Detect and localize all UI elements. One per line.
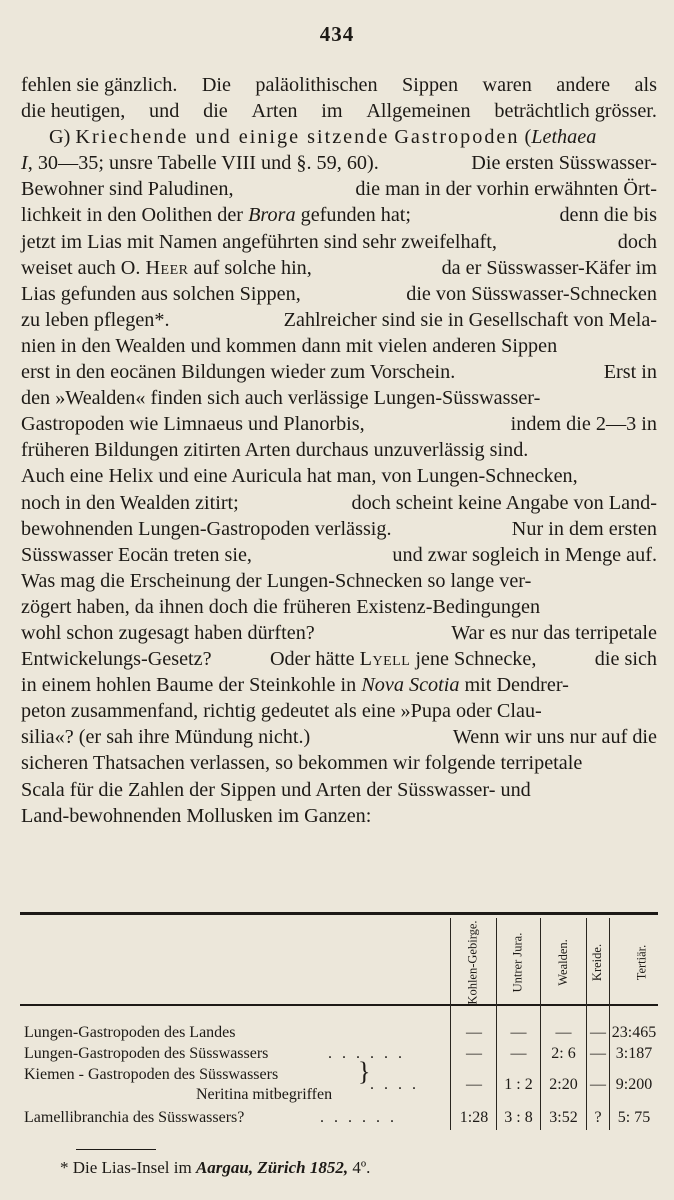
text-segment: doch bbox=[617, 230, 657, 253]
text-segment: als bbox=[634, 74, 657, 96]
cell: 2: 6 bbox=[551, 1045, 576, 1062]
column-header-tertiaer: Tertiär. bbox=[634, 944, 649, 980]
column-header-wealden: Wealden. bbox=[555, 938, 570, 986]
text-segment: Sippen bbox=[402, 74, 459, 96]
text-line bbox=[21, 646, 657, 672]
text-line bbox=[21, 281, 657, 307]
column-header-kreide: Kreide. bbox=[590, 943, 605, 981]
text-line bbox=[21, 385, 657, 411]
text-line bbox=[21, 98, 657, 124]
text-segment: Allgemeinen bbox=[366, 100, 471, 123]
text-line bbox=[21, 333, 657, 359]
text-line bbox=[21, 150, 657, 176]
row-label: Lamellibranchia des Süsswassers? bbox=[24, 1109, 245, 1126]
cell: — bbox=[510, 1024, 527, 1041]
text-segment: Land-bewohnenden Mollusken im Ganzen: bbox=[21, 804, 372, 827]
text-segment: peton zusammenfand, richtig gedeutet als eine »Pupa oder Clau- bbox=[21, 700, 542, 723]
cell: 2:20 bbox=[549, 1076, 578, 1093]
table-row: Lamellibranchia des Süsswassers? . . . . . . 1:28 3 : 8 3:52 ? 5: 75 bbox=[20, 1109, 658, 1129]
text-line bbox=[21, 516, 657, 542]
text-segment: die von Süsswasser-Schnecken bbox=[406, 282, 657, 305]
cell: — bbox=[590, 1076, 606, 1093]
text-line bbox=[21, 594, 657, 620]
text-segment: paläolithischen bbox=[255, 74, 378, 96]
text-line bbox=[21, 803, 657, 829]
text-segment: Erst in bbox=[603, 361, 657, 384]
text-line bbox=[21, 542, 657, 568]
text-line bbox=[21, 202, 657, 228]
text-segment: Die ersten Süsswasser- bbox=[471, 152, 657, 175]
text-line bbox=[21, 568, 657, 594]
text-segment: andere bbox=[556, 74, 611, 96]
text-segment: G) Kriechende und einige sitzende Gastropoden (Lethaea bbox=[49, 126, 597, 149]
text-segment: War es nur das terripetale bbox=[451, 621, 657, 644]
cell: 3:52 bbox=[549, 1109, 578, 1126]
cell: — bbox=[466, 1045, 482, 1062]
text-line bbox=[21, 307, 657, 333]
page-number: 434 bbox=[319, 22, 355, 46]
text-segment: denn die bis bbox=[559, 204, 657, 227]
table-row: Kiemen - Gastropoden des Süsswassers } . . . . — 1 : 2 2:20 — 9:200 bbox=[20, 1066, 658, 1086]
table-row bbox=[20, 1024, 658, 1044]
text-line bbox=[21, 229, 657, 255]
cell: — bbox=[590, 1045, 606, 1062]
column-header-kohlen: Kohlen-Gebirge. bbox=[465, 919, 480, 1005]
cell: — bbox=[555, 1024, 572, 1041]
brace: } bbox=[358, 1057, 371, 1086]
text-segment: Was mag die Erscheinung der Lungen-Schnecken so lange ver- bbox=[21, 569, 532, 592]
text-segment: waren bbox=[482, 74, 532, 96]
text-segment: Gastropoden wie Limnaeus und Planorbis, bbox=[21, 413, 365, 436]
text-line bbox=[21, 411, 657, 437]
cell: 3 : 8 bbox=[504, 1109, 533, 1126]
text-segment: früheren Bildungen zitirten Arten durchaus unzuverlässig sind. bbox=[21, 439, 529, 462]
text-segment: die man in der vorhin erwähnten Ört- bbox=[355, 178, 657, 201]
text-segment: bewohnenden Lungen-Gastropoden verlässig. bbox=[21, 517, 392, 540]
row-label: Kiemen - Gastropoden des Süsswassers bbox=[24, 1066, 279, 1083]
table-header-rule bbox=[20, 1004, 658, 1006]
cell: — bbox=[590, 1024, 606, 1041]
text-line bbox=[21, 620, 657, 646]
cell: — bbox=[510, 1045, 527, 1062]
row-label: Neritina mitbegriffen bbox=[196, 1086, 333, 1103]
text-segment: den »Wealden« finden sich auch verlässige Lungen-Süsswasser- bbox=[21, 387, 541, 410]
cell: — bbox=[466, 1024, 482, 1041]
cell: 3:187 bbox=[615, 1045, 653, 1062]
text-segment: in einem hohlen Baume der Steinkohle in Nova Scotia mit Dendrer- bbox=[21, 674, 569, 697]
footnote: * Die Lias-Insel im Aargau, Zürich 1852, 4º. bbox=[60, 1158, 371, 1177]
text-segment: Nur in dem ersten bbox=[511, 517, 657, 540]
row-label: Lungen-Gastropoden des Landes bbox=[24, 1024, 236, 1041]
text-line bbox=[21, 672, 657, 698]
text-segment: beträchtlich grösser. bbox=[494, 100, 657, 123]
text-segment: die sich bbox=[594, 648, 657, 671]
text-segment: silia«? (er sah ihre Mündung nicht.) bbox=[21, 726, 311, 749]
text-line bbox=[21, 255, 657, 281]
text-segment: Lias gefunden aus solchen Sippen, bbox=[21, 282, 301, 305]
text-line bbox=[21, 698, 657, 724]
text-line bbox=[21, 750, 657, 776]
text-segment: lichkeit in den Oolithen der Brora gefunden hat; bbox=[21, 204, 412, 227]
text-line bbox=[21, 437, 657, 463]
text-line bbox=[21, 72, 657, 98]
footnote-rule bbox=[76, 1149, 156, 1150]
column-header-jura: Untrer Jura. bbox=[510, 932, 525, 992]
text-line bbox=[21, 724, 657, 750]
text-segment: und zwar sogleich in Menge auf. bbox=[392, 543, 657, 566]
text-segment: jetzt im Lias mit Namen angeführten sind sehr zweifelhaft, bbox=[21, 230, 497, 253]
text-segment: da er Süsswasser-Käfer im bbox=[441, 256, 657, 279]
table-top-rule bbox=[20, 912, 658, 915]
text-line bbox=[21, 463, 657, 489]
text-segment: Die bbox=[201, 74, 231, 96]
cell: 23:465 bbox=[611, 1024, 657, 1041]
text-segment: Auch eine Helix und eine Auricula hat man, von Lungen-Schnecken, bbox=[21, 465, 578, 488]
text-segment: Oder hätte Lyell jene Schnecke, bbox=[269, 648, 537, 671]
text-segment: Zahlreicher sind sie in Gesellschaft von Mela- bbox=[283, 308, 657, 331]
cell: 1:28 bbox=[459, 1109, 489, 1126]
cell: ? bbox=[594, 1109, 602, 1126]
text-line bbox=[21, 490, 657, 516]
cell: — bbox=[466, 1076, 482, 1093]
row-label: Lungen-Gastropoden des Süsswassers bbox=[24, 1045, 269, 1062]
text-line bbox=[21, 124, 657, 150]
text-segment: fehlen sie gänzlich. bbox=[21, 74, 178, 96]
text-segment: Süsswasser Eocän treten sie, bbox=[21, 543, 252, 566]
text-segment: zögert haben, da ihnen doch die früheren Existenz-Bedingungen bbox=[21, 595, 541, 618]
text-segment: im bbox=[321, 100, 343, 123]
text-line bbox=[21, 777, 657, 803]
table-row: Lungen-Gastropoden des Süsswassers . . . . . . — — 2: 6 — 3:187 bbox=[20, 1045, 658, 1065]
text-segment: Entwickelungs-Gesetz? bbox=[21, 648, 212, 671]
text-segment: noch in den Wealden zitirt; bbox=[21, 491, 239, 514]
text-segment: weiset auch O. Heer auf solche hin, bbox=[21, 256, 312, 279]
table-row-continuation bbox=[20, 1086, 658, 1106]
text-segment: Scala für die Zahlen der Sippen und Arten der Süsswasser- und bbox=[21, 778, 531, 801]
text-segment: I, 30—35; unsre Tabelle VIII und §. 59, 60). bbox=[21, 152, 379, 175]
text-segment: erst in den eocänen Bildungen wieder zum Vorschein. bbox=[21, 361, 456, 384]
cell: 1 : 2 bbox=[504, 1076, 533, 1093]
body-text bbox=[21, 72, 657, 829]
text-segment: zu leben pflegen*. bbox=[21, 308, 170, 331]
cell: 5: 75 bbox=[617, 1109, 651, 1126]
text-segment: wohl schon zugesagt haben dürften? bbox=[21, 621, 315, 644]
text-segment: doch scheint keine Angabe von Land- bbox=[351, 491, 657, 514]
text-line bbox=[21, 359, 657, 385]
statistics-table bbox=[20, 910, 658, 1140]
text-segment: die bbox=[203, 100, 228, 123]
cell: 9:200 bbox=[615, 1076, 653, 1093]
text-segment: Wenn wir uns nur auf die bbox=[452, 726, 657, 749]
text-line bbox=[21, 176, 657, 202]
text-segment: Arten bbox=[251, 100, 298, 123]
text-segment: die heutigen, bbox=[21, 100, 126, 123]
text-segment: nien in den Wealden und kommen dann mit vielen anderen Sippen bbox=[21, 334, 558, 357]
text-segment: und bbox=[149, 100, 180, 123]
text-segment: Bewohner sind Paludinen, bbox=[21, 178, 234, 201]
text-segment: indem die 2—3 in bbox=[510, 413, 657, 436]
text-segment: sicheren Thatsachen verlassen, so bekommen wir folgende terripetale bbox=[21, 752, 583, 775]
